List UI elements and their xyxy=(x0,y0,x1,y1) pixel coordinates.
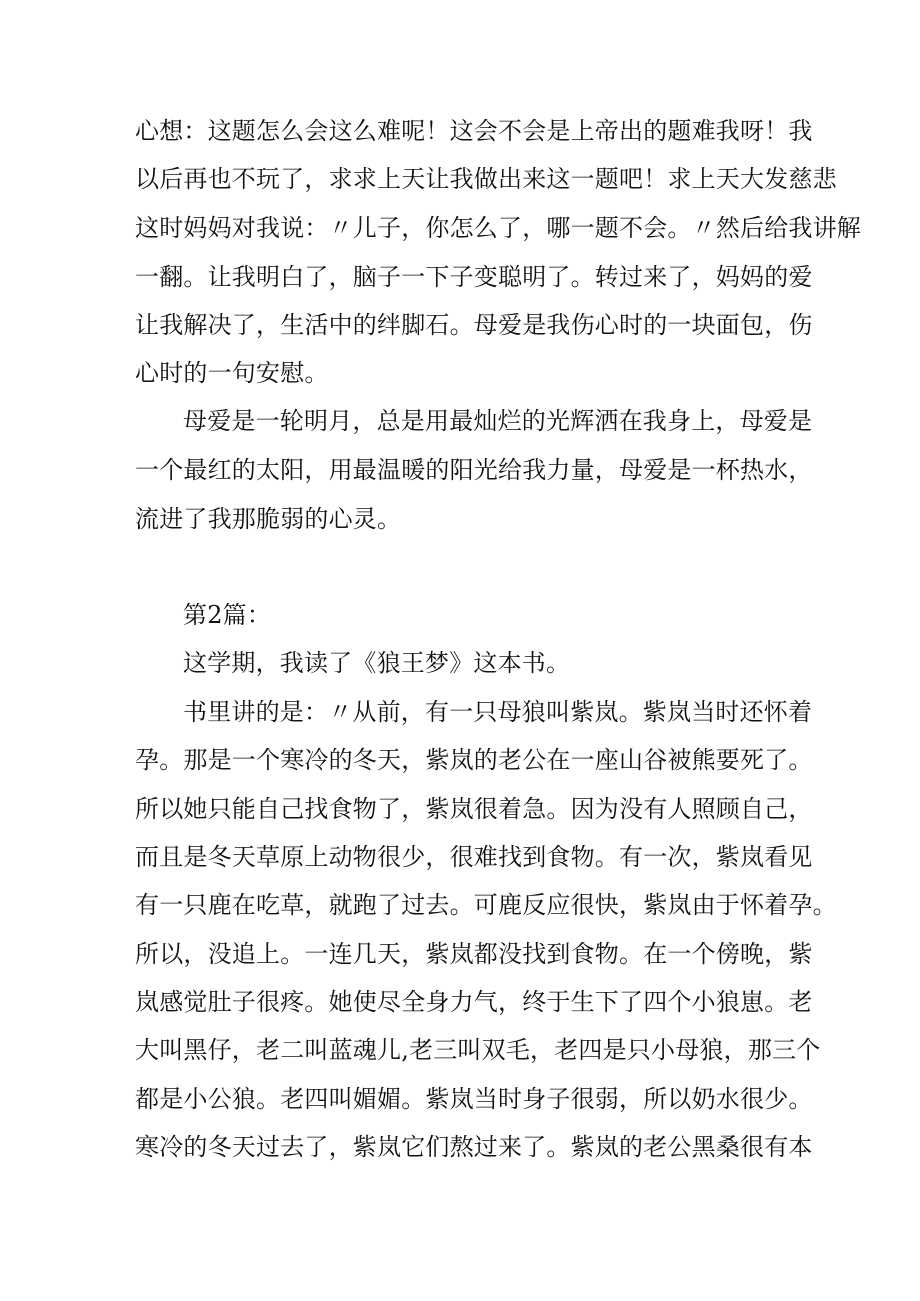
paragraph-4-line-9: 都是小公狼。老四叫媚媚。紫岚当时身子很弱，所以奶水很少。 xyxy=(135,1085,813,1113)
paragraph-1-line-4: 一翻。让我明白了，脑子一下子变聪明了。转过来了，妈妈的爱 xyxy=(135,263,813,291)
paragraph-4-line-5: 有一只鹿在吃草，就跑了过去。可鹿反应很快，紫岚由于怀着孕。 xyxy=(135,891,837,919)
paragraph-1-line-1: 心想：这题怎么会这么难呢！这会不会是上帝出的题难我呀！我 xyxy=(135,117,813,145)
paragraph-2-line-1: 母爱是一轮明月，总是用最灿烂的光辉洒在我身上，母爱是 xyxy=(183,407,813,435)
section-heading: 第2篇： xyxy=(183,601,272,629)
paragraph-4-line-7: 岚感觉肚子很疼。她使尽全身力气，终于生下了四个小狼崽。老 xyxy=(135,988,813,1016)
paragraph-3-line-1: 这学期，我读了《狼王梦》这本书。 xyxy=(183,649,571,677)
paragraph-2-line-3: 流进了我那脆弱的心灵。 xyxy=(135,505,402,533)
paragraph-1-line-6: 心时的一句安慰。 xyxy=(135,359,329,387)
paragraph-4-line-3: 所以她只能自己找食物了，紫岚很着急。因为没有人照顾自己， xyxy=(135,795,813,823)
paragraph-4-line-8: 大叫黑仔，老二叫蓝魂儿,老三叫双毛，老四是只小母狼，那三个 xyxy=(135,1036,821,1064)
paragraph-1-line-5: 让我解决了，生活中的绊脚石。母爱是我伤心时的一块面包，伤 xyxy=(135,311,813,339)
paragraph-4-line-10: 寒冷的冬天过去了，紫岚它们熬过来了。紫岚的老公黑桑很有本 xyxy=(135,1133,813,1161)
paragraph-4-line-1: 书里讲的是：〃从前，有一只母狼叫紫岚。紫岚当时还怀着 xyxy=(183,698,813,726)
paragraph-4-line-2: 孕。那是一个寒冷的冬天，紫岚的老公在一座山谷被熊要死了。 xyxy=(135,746,813,774)
paragraph-2-line-2: 一个最红的太阳，用最温暖的阳光给我力量，母爱是一杯热水， xyxy=(135,456,813,484)
paragraph-1-line-2: 以后再也不玩了，求求上天让我做出来这一题吧！求上天大发慈悲 xyxy=(135,165,837,193)
paragraph-4-line-6: 所以，没追上。一连几天，紫岚都没找到食物。在一个傍晚，紫 xyxy=(135,940,813,968)
paragraph-1-line-3: 这时妈妈对我说：〃儿子，你怎么了，哪一题不会。〃然后给我讲解 xyxy=(135,214,861,242)
paragraph-4-line-4: 而且是冬天草原上动物很少，很难找到食物。有一次，紫岚看见 xyxy=(135,843,813,871)
